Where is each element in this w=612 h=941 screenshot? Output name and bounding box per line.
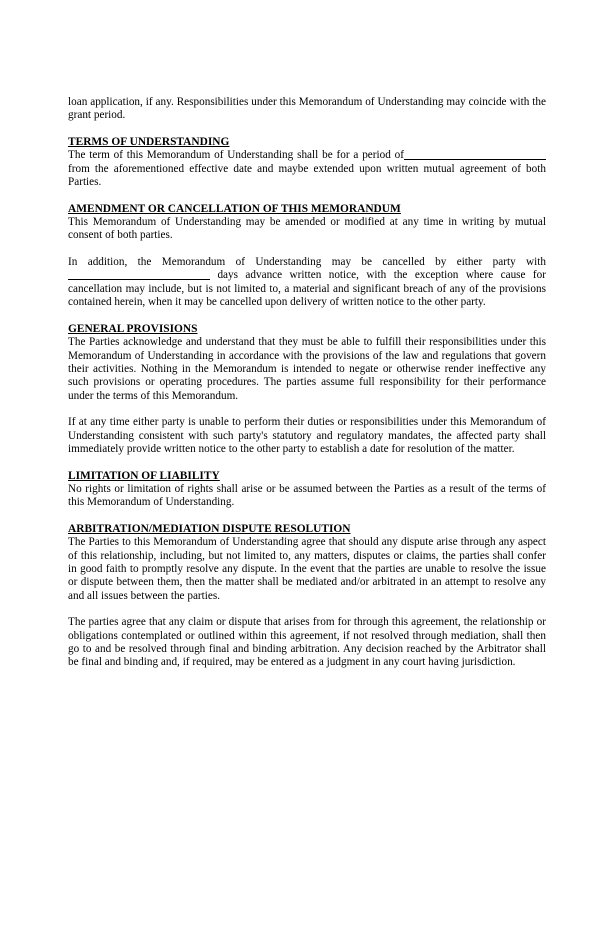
intro-paragraph: loan application, if any. Responsibilities under this Memorandum of Understanding may coincide with the grant period. [68,96,546,122]
spacer [68,189,546,202]
cancellation-text-after-blank: days advance written notice, with the exception where cause for cancellation may include, but is not limited to, a material and significant breach of any of the provisions contained herein, when it may be cancelled upon delivery of written notice to the other party. [68,269,547,309]
arbitration-paragraph-2: The parties agree that any claim or dispute that arises from for through this agreement, the relationship or obligations contemplated or outlined within this agreement, if not resolved through mediation, shall then go to and be resolved through final and binding arbitration. Any decision reached by the Arbitrator shall be final and binding and, if required, may be entered as a judgment in any court having jurisdiction. [68,616,546,669]
spacer [68,510,546,523]
spacer [68,310,546,323]
general-provisions-paragraph-1: The Parties acknowledge and understand that they must be able to fulfill their responsibilities under this Memorandum of Understanding in accordance with the provisions of the law and regulations that govern their activities. Nothing in the Memorandum is intended to negate or otherwise render ineffective any such provisions or operating procedures. The parties assume full responsibility for their performance under the terms of this Memorandum. [68,336,546,402]
spacer [68,403,546,416]
heading-limitation-of-liability [68,470,546,483]
fill-in-blank-term-period[interactable] [404,150,546,160]
fill-in-blank-notice-days[interactable] [68,270,210,280]
heading-terms-of-understanding [68,136,546,149]
terms-text-before-blank: The term of this Memorandum of Understanding shall be for a period of [68,149,404,162]
heading-general-provisions-label: GENERAL PROVISIONS [68,322,198,335]
heading-general-provisions [68,323,546,336]
spacer [68,243,546,256]
general-provisions-paragraph-2: If at any time either party is unable to perform their duties or responsibilities under this Memorandum of Understanding consistent with such party's statutory and regulatory mandates, the affected party shall immediately provide written notice to the other party to establish a date for resolution of the matter. [68,416,546,455]
heading-arbitration-mediation [68,523,546,536]
heading-terms-of-understanding-label: TERMS OF UNDERSTANDING [68,136,230,149]
heading-amendment-or-cancellation-label: AMENDMENT OR CANCELLATION OF THIS MEMORANDUM [68,202,401,215]
spacer [68,603,546,616]
cancellation-paragraph [68,256,546,309]
terms-text-after-blank: from the aforementioned effective date and maybe extended upon written mutual agreement of both Parties. [68,162,546,189]
limitation-paragraph: No rights or limitation of rights shall arise or be assumed between the Parties as a result of the terms of this Memorandum of Understanding. [68,482,546,509]
heading-amendment-or-cancellation [68,203,546,216]
arbitration-paragraph-1: The Parties to this Memorandum of Understanding agree that should any dispute arise through any aspect of this relationship, including, but not limited to, any matters, disputes or claims, the parties shall confer in good faith to promptly resolve any dispute. In the event that the parties are unable to resolve the issue or dispute between them, then the matter shall be mediated and/or arbitrated in an attempt to resolve any and all issues between the parties. [68,536,546,602]
terms-paragraph [68,149,546,189]
heading-arbitration-mediation-label: ARBITRATION/MEDIATION DISPUTE RESOLUTION [68,523,351,535]
document-body [68,96,546,670]
amendment-paragraph: This Memorandum of Understanding may be amended or modified at any time in writing by mutual consent of both parties. [68,216,546,242]
spacer [68,123,546,136]
heading-limitation-of-liability-label: LIMITATION OF LIABILITY [68,469,220,482]
spacer [68,456,546,469]
cancellation-text-before-blank: In addition, the Memorandum of Understanding may be cancelled by either party with [68,256,546,269]
